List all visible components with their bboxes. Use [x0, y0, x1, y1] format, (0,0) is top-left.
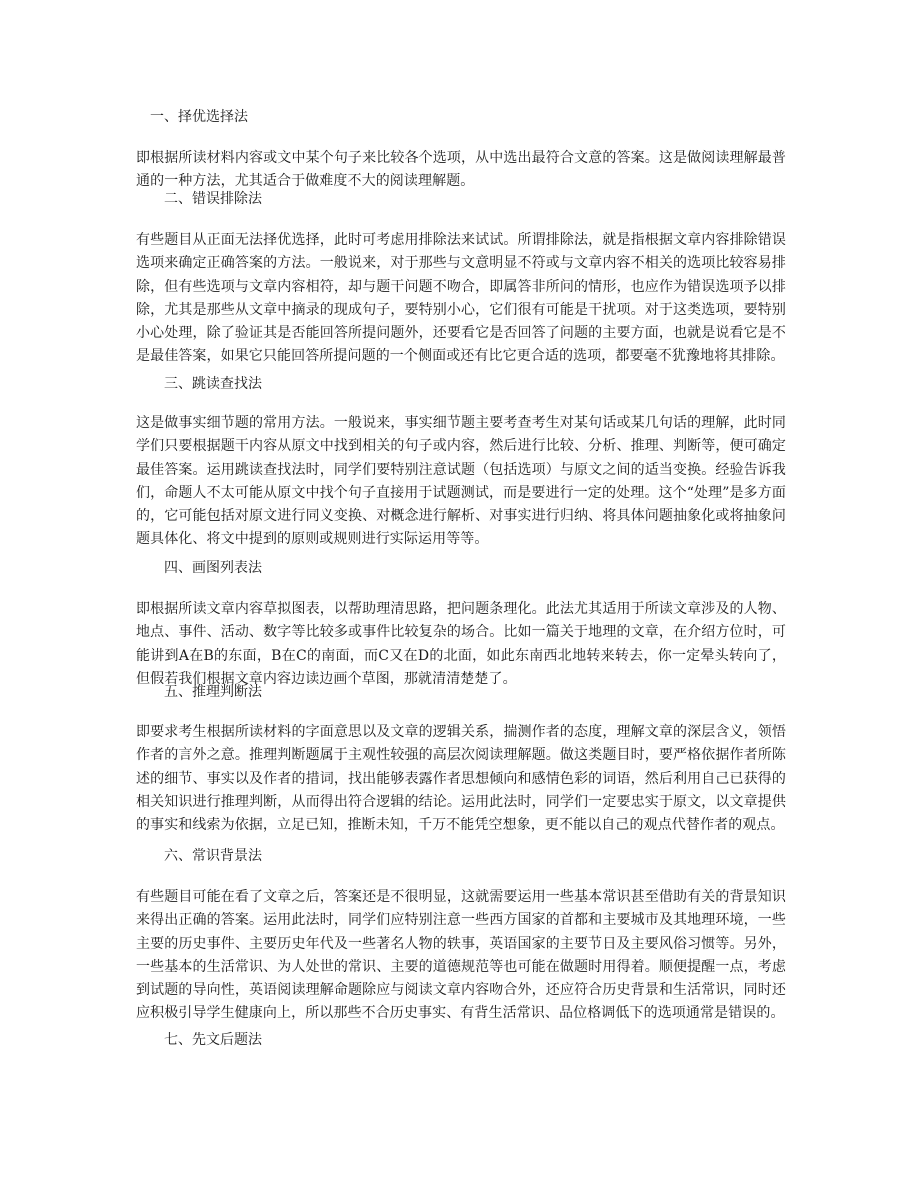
section-2-body: 有些题目从正面无法择优选择，此时可考虑用排除法来试试。所谓排除法，就是指根据文章内容排除错误选项来确定正确答案的方法。一般说来，对于那些与文意明显不符或与文章内容不相关的选项比较容易排除，但有些选项与文章内容相符，却与题干问题不吻合，即属答非所问的情形，也应作为错误选项予以排除，尤其是那些从文章中摘录的现成句子，要特别小心，它们很有可能是干扰项。对于这类选项，要特别小心处理，除了验证其是否能回答所提问题外，还要看它是否回答了问题的主要方面，也就是说看它是不是最佳答案，如果它只能回答所提问题的一个侧面或还有比它更合适的选项，都要毫不犹豫地将其排除。	[136, 232, 786, 365]
section-4-heading: 四、画图列表法	[164, 560, 262, 576]
section-4-body: 即根据所读文章内容草拟图表，以帮助理清思路，把问题条理化。此法尤其适用于所读文章涉及的人物、地点、事件、活动、数字等比较多或事件比较复杂的场合。比如一篇关于地理的文章，在介绍方位时，可能讲到A在B的东面，B在C的南面，而C又在D的北面，如此东南西北地转来转去，你一定晕头转向了，但假若我们根据文章内容边读边画个草图，那就清清楚楚了。	[136, 601, 786, 687]
section-1-heading: 一、择优选择法	[150, 109, 248, 125]
section-3-heading: 三、跳读查找法	[164, 376, 262, 392]
section-7-heading: 七、先文后题法	[164, 1032, 262, 1048]
section-6-body: 有些题目可能在看了文章之后，答案还是不很明显，这就需要运用一些基本常识甚至借助有关的背景知识来得出正确的答案。运用此法时，同学们应特别注意一些西方国家的首都和主要城市及其地理环境，一些主要的历史事件、主要历史年代及一些著名人物的轶事，英语国家的主要节日及主要风俗习惯等。另外，一些基本的生活常识、为人处世的常识、主要的道德规范等也可能在做题时用得着。顺便提醒一点，考虑到试题的导向性，英语阅读理解命题除应与阅读文章内容吻合外，还应符合历史背景和生活常识，同时还应积极引导学生健康向上，所以那些不合历史事实、有背生活常识、品位格调低下的选项通常是错误的。	[136, 889, 786, 1022]
section-3-body: 这是做事实细节题的常用方法。一般说来，事实细节题主要考查考生对某句话或某几句话的理解，此时同学们只要根据题干内容从原文中找到相关的句子或内容，然后进行比较、分析、推理、判断等，便可确定最佳答案。运用跳读查找法时，同学们要特别注意试题（包括选项）与原文之间的适当变换。经验告诉我们，命题人不太可能从原文中找个句子直接用于试题测试，而是要进行一定的处理。这个“处理”是多方面的，它可能包括对原文进行同义变换、对概念进行解析、对事实进行归纳、将具体问题抽象化或将抽象问题具体化、将文中提到的原则或规则进行实际运用等等。	[136, 415, 786, 548]
section-6-heading: 六、常识背景法	[164, 848, 262, 864]
section-1-body: 即根据所读材料内容或文中某个句子来比较各个选项，从中选出最符合文意的答案。这是做阅读理解最普通的一种方法，尤其适合于做难度不大的阅读理解题。	[136, 150, 786, 190]
section-2-heading: 二、错误排除法	[164, 191, 262, 207]
section-5-body: 即要求考生根据所读材料的字面意思以及文章的逻辑关系，揣测作者的态度，理解文章的深层含义，领悟作者的言外之意。推理判断题属于主观性较强的高层次阅读理解题。做这类题目时，要严格依据作者所陈述的细节、事实以及作者的措词，找出能够表露作者思想倾向和感情色彩的词语，然后利用自己已获得的相关知识进行推理判断，从而得出符合逻辑的结论。运用此法时，同学们一定要忠实于原文，以文章提供的事实和线索为依据，立足已知，推断未知，千万不能凭空想象，更不能以自己的观点代替作者的观点。	[136, 724, 786, 834]
section-5-heading: 五、推理判断法	[164, 684, 262, 700]
